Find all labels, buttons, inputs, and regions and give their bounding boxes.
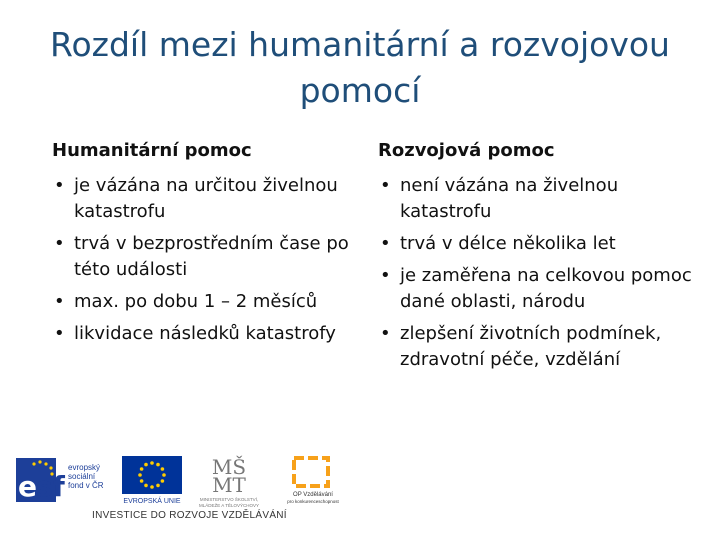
svg-text:MLÁDEŽE A TĚLOVÝCHOVY: MLÁDEŽE A TĚLOVÝCHOVY — [199, 503, 259, 508]
svg-text:MŠ: MŠ — [211, 455, 247, 479]
logo-strip — [16, 452, 346, 530]
development-list — [378, 173, 698, 373]
svg-text:e: e — [18, 470, 37, 503]
list-item: • likvidace následků katastrofy — [52, 321, 352, 347]
svg-text:MINISTERSTVO ŠKOLSTVÍ,: MINISTERSTVO ŠKOLSTVÍ, — [199, 497, 259, 502]
msmt-logo — [194, 452, 264, 508]
development-heading: Rozvojová pomoc — [378, 140, 555, 161]
svg-text:sf: sf — [36, 470, 65, 503]
svg-text:MT: MT — [212, 473, 246, 497]
humanitarian-heading: Humanitární pomoc — [52, 140, 252, 161]
esf-text: evropský — [68, 463, 101, 472]
eu-flag-logo — [116, 456, 188, 506]
list-item: • zlepšení životních podmínek, zdravotní péče, vzdělání — [378, 321, 698, 373]
list-item: • trvá v délce několika let — [378, 231, 698, 257]
list-item: • trvá v bezprostředním čase po této události — [52, 231, 352, 283]
page-title: Rozdíl mezi humanitární a rozvojovou pomocí — [50, 25, 670, 110]
eu-text: EVROPSKÁ UNIE — [123, 498, 181, 505]
list-item: • je vázána na určitou živelnou katastrofu — [52, 173, 352, 225]
svg-text:fond v ČR: fond v ČR — [68, 481, 104, 490]
svg-text:sociální: sociální — [68, 472, 96, 481]
development-column — [378, 140, 698, 379]
list-item: • je zaměřena na celkovou pomoc dané oblasti, národu — [378, 263, 698, 315]
list-item: • není vázána na živelnou katastrofu — [378, 173, 698, 225]
investment-tagline: INVESTICE DO ROZVOJE VZDĚLÁVÁNÍ — [92, 510, 287, 521]
humanitarian-column — [52, 140, 352, 353]
humanitarian-list — [52, 173, 352, 347]
esf-logo — [16, 456, 111, 504]
op-logo — [284, 456, 342, 508]
svg-text:OP Vzdělávání: OP Vzdělávání — [293, 492, 333, 498]
svg-text:pro konkurenceschopnost: pro konkurenceschopnost — [287, 499, 339, 504]
list-item: • max. po dobu 1 – 2 měsíců — [52, 289, 352, 315]
